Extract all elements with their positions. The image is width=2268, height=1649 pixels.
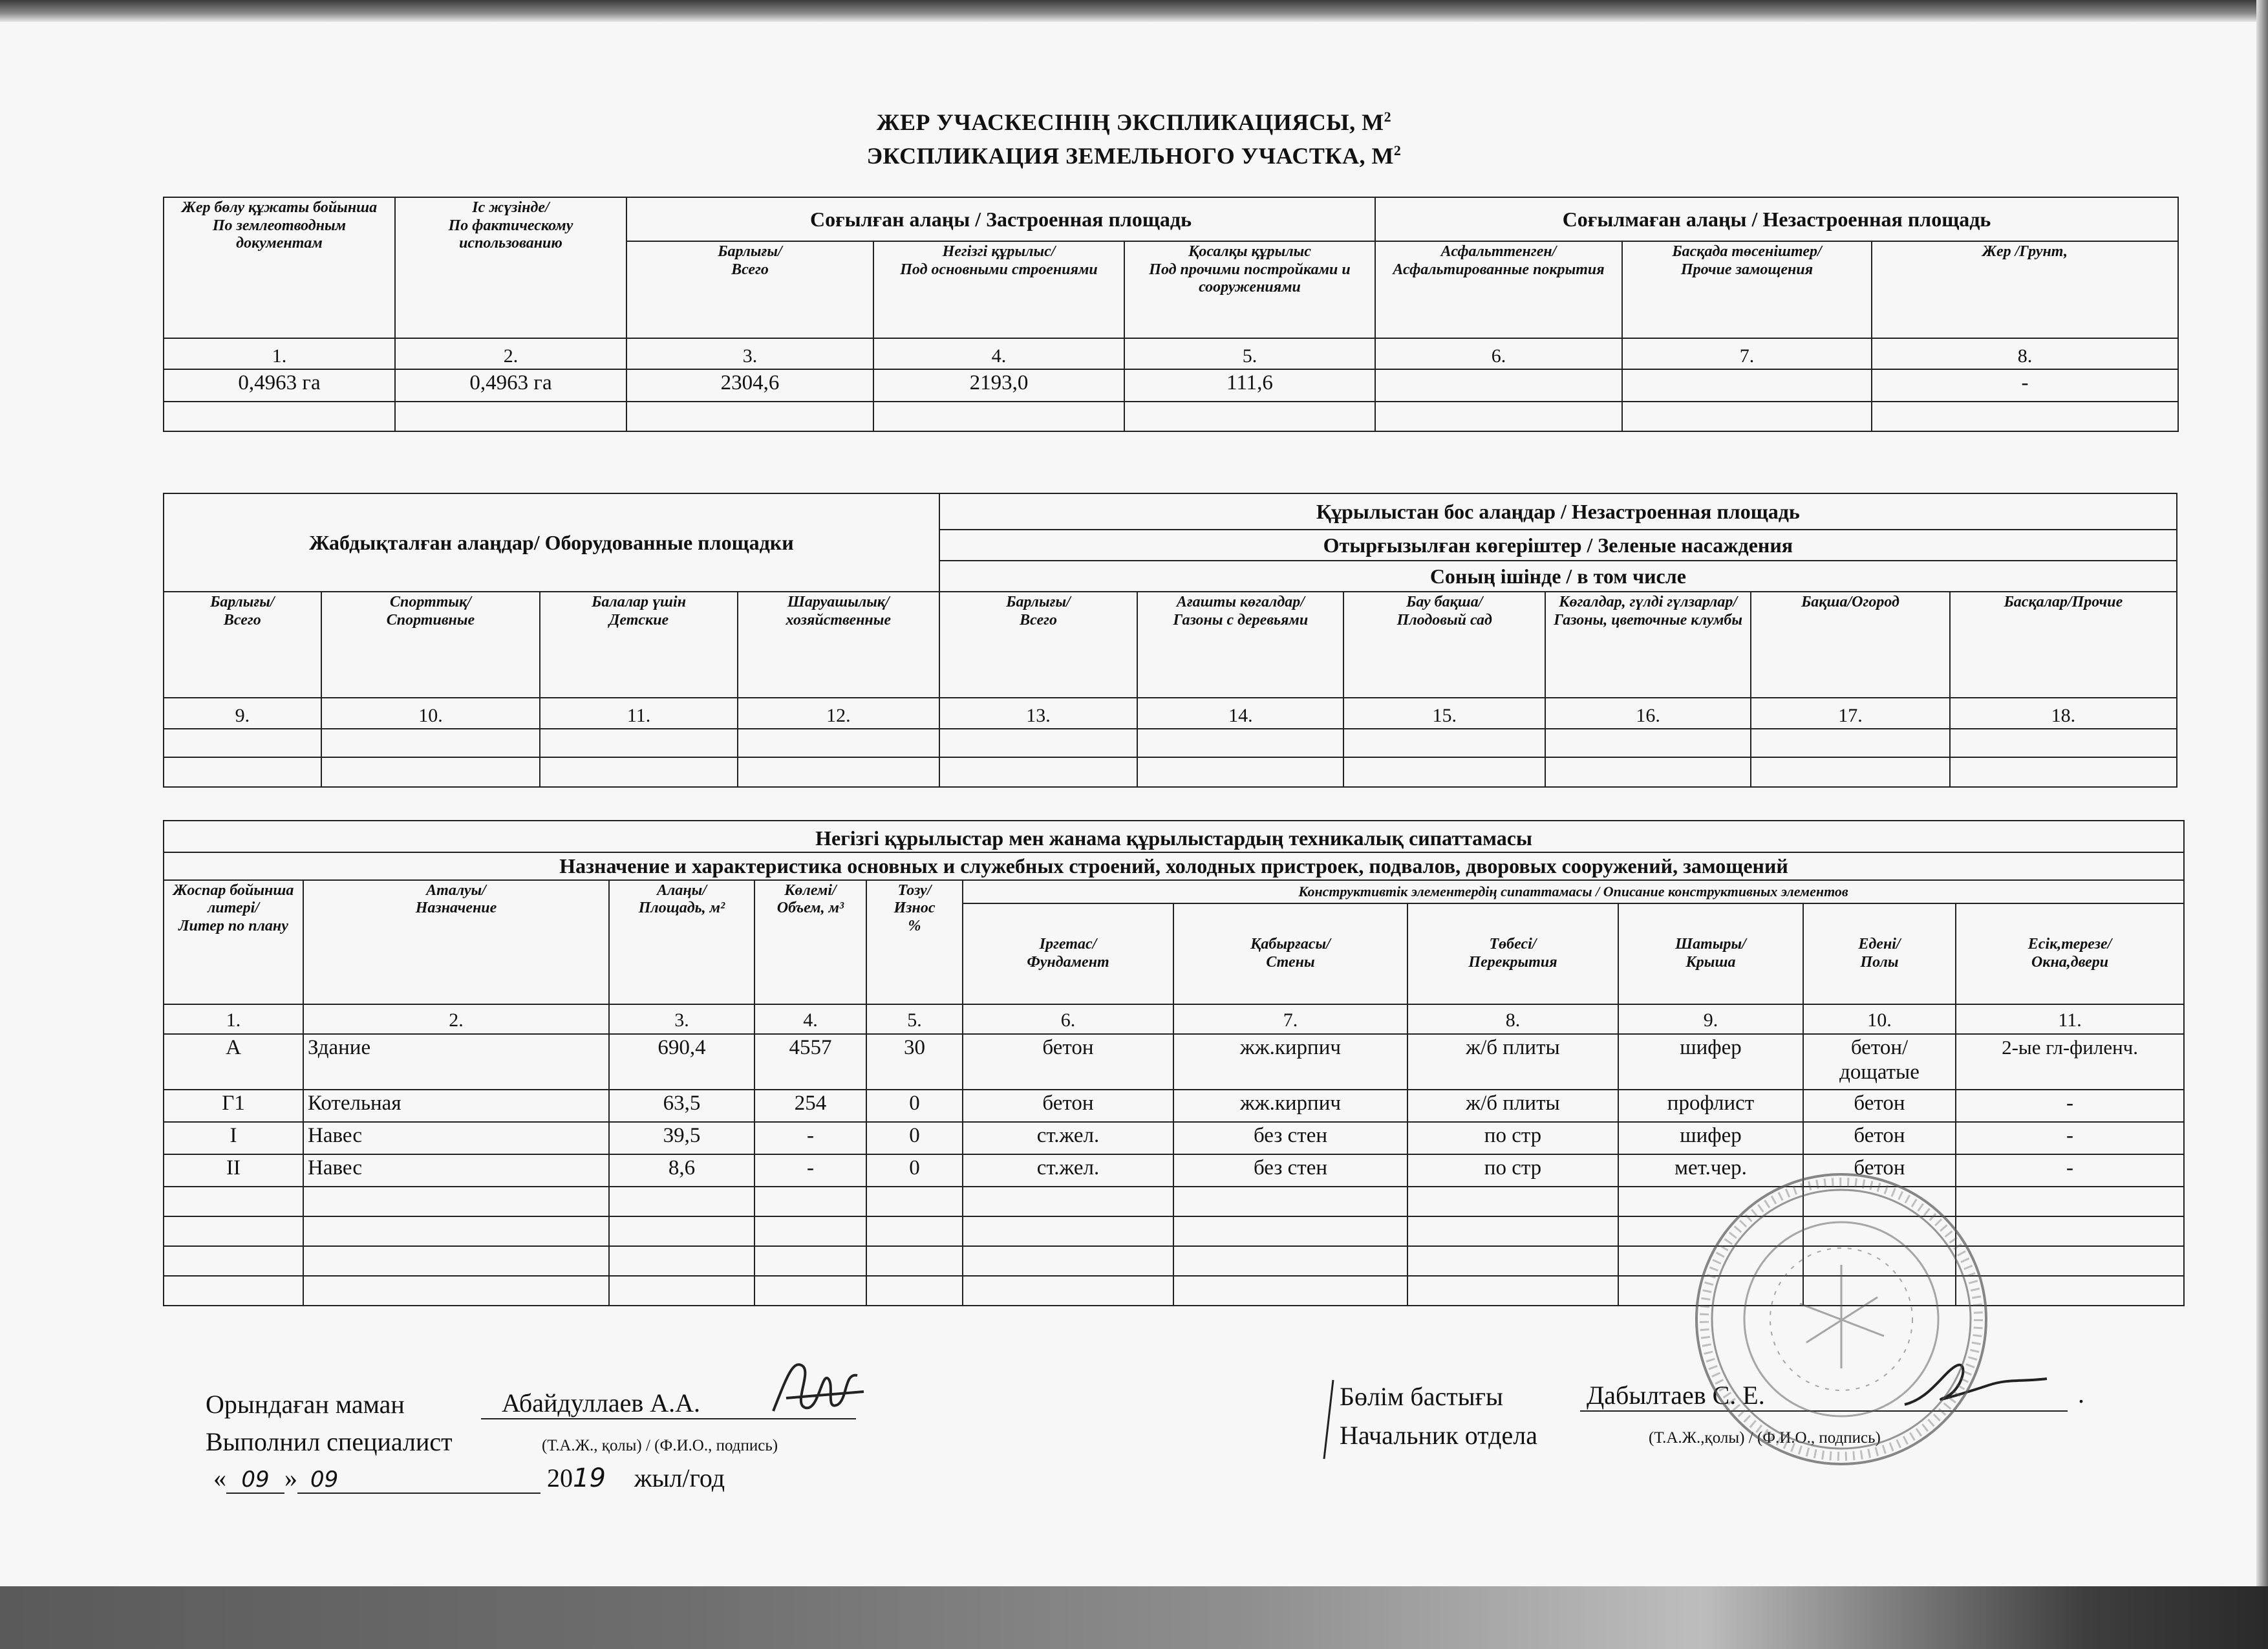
head-name-text: Дабылтаев С. Е. xyxy=(1587,1381,1765,1410)
cell-wear: 0 xyxy=(866,1090,963,1122)
empty-cell xyxy=(1343,729,1545,757)
empty-cell xyxy=(1173,1187,1407,1216)
scan-edge-top xyxy=(0,0,2268,22)
cell-ground: - xyxy=(1872,369,2178,402)
title-ru: ЭКСПЛИКАЦИЯ ЗЕМЕЛЬНОГО УЧАСТКА, $М^2$ xyxy=(866,142,1402,169)
empty-cell xyxy=(754,1216,866,1246)
empty-cell xyxy=(1545,729,1751,757)
empty-cell xyxy=(1407,1216,1618,1246)
cell-doors-windows: - xyxy=(1956,1154,2184,1187)
empty-cell xyxy=(609,1246,754,1276)
header-roof: Шатыры/ Крыша xyxy=(1618,903,1803,1004)
cell-roof: шифер xyxy=(1618,1122,1803,1154)
table-equipped-green xyxy=(163,493,2177,788)
cell-area: 39,5 xyxy=(609,1122,754,1154)
empty-cell xyxy=(1137,757,1343,787)
empty-cell xyxy=(866,1187,963,1216)
header-sports: Спорттық/ Спортивные xyxy=(321,592,540,698)
cell-floor: бетон xyxy=(1803,1154,1956,1187)
footer-divider xyxy=(1319,1377,1338,1461)
empty-cell xyxy=(754,1246,866,1276)
column-number: 1. xyxy=(164,1004,303,1034)
empty-cell xyxy=(303,1187,609,1216)
header-foundation: Іргетас/ Фундамент xyxy=(963,903,1173,1004)
column-number: 4. xyxy=(873,338,1124,369)
header-total: Барлығы/ Всего xyxy=(626,241,873,338)
performer-caption: (Т.А.Ж., қолы) / (Ф.И.О., подпись) xyxy=(542,1437,778,1454)
empty-cell xyxy=(1137,729,1343,757)
empty-cell xyxy=(321,729,540,757)
column-number: 2. xyxy=(303,1004,609,1034)
empty-cell xyxy=(1950,729,2177,757)
header-floor: Едені/ Полы xyxy=(1803,903,1956,1004)
cell-wear: 0 xyxy=(866,1122,963,1154)
empty-cell xyxy=(609,1187,754,1216)
table-land-area xyxy=(163,197,2179,432)
header-land-docs: Жер бөлу құжаты бойынша По землеотводным документам xyxy=(164,197,395,338)
empty-cell xyxy=(754,1276,866,1306)
empty-cell xyxy=(963,1187,1173,1216)
header-household: Шаруашылық/ хозяйственные xyxy=(738,592,939,698)
scan-edge-bottom xyxy=(0,1586,2268,1649)
empty-cell xyxy=(939,729,1138,757)
empty-cell xyxy=(1343,757,1545,787)
column-number: 12. xyxy=(738,698,939,729)
cell-volume: - xyxy=(754,1154,866,1187)
empty-cell xyxy=(963,1216,1173,1246)
head-label-kz: Бөлім бастығы xyxy=(1340,1382,1503,1411)
column-number: 4. xyxy=(754,1004,866,1034)
head-label-ru: Начальник отдела xyxy=(1340,1421,1537,1450)
empty-cell xyxy=(1622,402,1872,431)
empty-cell xyxy=(866,1276,963,1306)
cell-purpose: Навес xyxy=(303,1154,609,1187)
cell-purpose: Здание xyxy=(303,1034,609,1090)
specs-title-ru: Назначение и характеристика основных и служебных строений, холодных пристроек, подвалов, дворовых сооружений, замощений xyxy=(164,852,2184,880)
empty-cell xyxy=(164,757,321,787)
empty-cell xyxy=(873,402,1124,431)
column-number: 15. xyxy=(1343,698,1545,729)
date-year-suffix: 19 xyxy=(573,1463,606,1493)
empty-cell xyxy=(866,1246,963,1276)
column-number: 7. xyxy=(1173,1004,1407,1034)
date-mid-quote: » xyxy=(284,1463,297,1493)
header-other-buildings: Қосалқы құрылыс Под прочими постройками и сооружениями xyxy=(1124,241,1375,338)
cell-walls: без стен xyxy=(1173,1154,1407,1187)
head-name-dot: . xyxy=(2078,1379,2084,1408)
column-number: 9. xyxy=(1618,1004,1803,1034)
cell-main-buildings: 2193,0 xyxy=(873,369,1124,402)
cell-floors-ceiling: ж/б плиты xyxy=(1407,1034,1618,1090)
column-number: 6. xyxy=(963,1004,1173,1034)
column-number: 13. xyxy=(939,698,1138,729)
cell-foundation: ст.жел. xyxy=(963,1122,1173,1154)
cell-walls: без стен xyxy=(1173,1122,1407,1154)
date-year-prefix: 20 xyxy=(547,1463,573,1493)
header-built-area: Соғылған алаңы / Застроенная площадь xyxy=(626,197,1375,241)
date-line xyxy=(213,1463,725,1494)
header-green-plantings: Отырғызылған көгеріштер / Зеленые насаждения xyxy=(939,530,2177,561)
empty-cell xyxy=(1751,729,1950,757)
cell-walls: жж.кирпич xyxy=(1173,1034,1407,1090)
empty-cell xyxy=(626,402,873,431)
empty-cell xyxy=(963,1276,1173,1306)
empty-cell xyxy=(963,1246,1173,1276)
cell-land-docs: 0,4963 га xyxy=(164,369,395,402)
cell-floors-ceiling: по стр xyxy=(1407,1122,1618,1154)
specs-title-kz: Негізгі құрылыстар мен жанама құрылыстардың техникалық сипаттамасы xyxy=(164,821,2184,852)
cell-floors-ceiling: по стр xyxy=(1407,1154,1618,1187)
header-including: Соның ішінде / в том числе xyxy=(939,561,2177,592)
cell-doors-windows: 2-ые гл-филенч. xyxy=(1956,1034,2184,1090)
empty-cell xyxy=(540,729,738,757)
header-floors-ceiling: Төбесі/ Перекрытия xyxy=(1407,903,1618,1004)
column-number: 18. xyxy=(1950,698,2177,729)
empty-cell xyxy=(738,729,939,757)
cell-area: 8,6 xyxy=(609,1154,754,1187)
cell-volume: 254 xyxy=(754,1090,866,1122)
empty-cell xyxy=(1375,402,1622,431)
header-purpose: Аталуы/ Назначение xyxy=(303,880,609,1004)
cell-foundation: бетон xyxy=(963,1034,1173,1090)
column-number: 8. xyxy=(1872,338,2178,369)
empty-cell xyxy=(738,757,939,787)
column-number: 10. xyxy=(1803,1004,1956,1034)
cell-volume: 4557 xyxy=(754,1034,866,1090)
cell-doors-windows: - xyxy=(1956,1122,2184,1154)
header-liter: Жоспар бойынша литері/ Литер по плану xyxy=(164,880,303,1004)
cell-floor: бетон xyxy=(1803,1090,1956,1122)
cell-liter: I xyxy=(164,1122,303,1154)
column-number: 5. xyxy=(1124,338,1375,369)
date-day: 09 xyxy=(226,1467,284,1494)
empty-cell xyxy=(609,1216,754,1246)
header-walls: Қабырғасы/ Стены xyxy=(1173,903,1407,1004)
empty-cell xyxy=(1407,1246,1618,1276)
cell-volume: - xyxy=(754,1122,866,1154)
header-wear: Тозу/ Износ % xyxy=(866,880,963,1004)
header-constructive-elements: Конструктивтік элементердің сипаттамасы / Описание конструктивных элементов xyxy=(963,880,2184,903)
header-orchard: Бау бақша/ Плодовый сад xyxy=(1343,592,1545,698)
date-open-quote: « xyxy=(213,1463,226,1493)
performer-label-kz: Орындаған маман xyxy=(206,1390,405,1419)
empty-cell xyxy=(1173,1276,1407,1306)
column-number: 16. xyxy=(1545,698,1751,729)
empty-cell xyxy=(164,402,395,431)
cell-foundation: бетон xyxy=(963,1090,1173,1122)
column-number: 11. xyxy=(540,698,738,729)
date-month: 09 xyxy=(297,1467,540,1494)
header-unbuilt-area: Соғылмаған алаңы / Незастроенная площадь xyxy=(1375,197,2178,241)
column-number: 3. xyxy=(609,1004,754,1034)
cell-foundation: ст.жел. xyxy=(963,1154,1173,1187)
cell-roof: мет.чер. xyxy=(1618,1154,1803,1187)
column-number: 9. xyxy=(164,698,321,729)
performer-name-text: Абайдуллаев А.А. xyxy=(502,1388,701,1417)
header-vegetable-garden: Бақша/Огород xyxy=(1751,592,1950,698)
header-tree-lawns: Ағашты көгалдар/ Газоны с деревьями xyxy=(1137,592,1343,698)
cell-floor: бетон/ дощатые xyxy=(1803,1034,1956,1090)
empty-cell xyxy=(303,1276,609,1306)
cell-purpose: Навес xyxy=(303,1122,609,1154)
cell-walls: жж.кирпич xyxy=(1173,1090,1407,1122)
performer-signature xyxy=(767,1353,870,1430)
column-number: 5. xyxy=(866,1004,963,1034)
cell-asphalt xyxy=(1375,369,1622,402)
empty-cell xyxy=(1407,1187,1618,1216)
column-number: 11. xyxy=(1956,1004,2184,1034)
column-number: 1. xyxy=(164,338,395,369)
empty-cell xyxy=(303,1246,609,1276)
header-children: Балалар үшін Детские xyxy=(540,592,738,698)
empty-cell xyxy=(164,1246,303,1276)
empty-cell xyxy=(1173,1246,1407,1276)
cell-roof: профлист xyxy=(1618,1090,1803,1122)
column-number: 8. xyxy=(1407,1004,1618,1034)
header-other: Басқалар/Прочие xyxy=(1950,592,2177,698)
header-flower-beds: Көгалдар, гүлді гүлзарлар/Газоны, цветочные клумбы xyxy=(1545,592,1751,698)
empty-cell xyxy=(395,402,626,431)
column-number: 17. xyxy=(1751,698,1950,729)
cell-wear: 30 xyxy=(866,1034,963,1090)
title-kz: ЖЕР УЧАСКЕСІНІҢ ЭКСПЛИКАЦИЯСЫ, $М^2$ xyxy=(876,109,1392,135)
column-number: 2. xyxy=(395,338,626,369)
header-equipped-areas: Жабдықталған алаңдар/ Оборудованные площадки xyxy=(164,493,939,592)
cell-area: 690,4 xyxy=(609,1034,754,1090)
scan-edge-right xyxy=(2256,0,2268,1649)
head-caption: (Т.А.Ж.,қолы) / (Ф.И.О., подпись) xyxy=(1649,1429,1881,1447)
empty-cell xyxy=(540,757,738,787)
cell-area: 63,5 xyxy=(609,1090,754,1122)
empty-cell xyxy=(164,1216,303,1246)
header-green-total: Барлығы/ Всего xyxy=(939,592,1138,698)
empty-cell xyxy=(754,1187,866,1216)
empty-cell xyxy=(1173,1216,1407,1246)
cell-doors-windows: - xyxy=(1956,1090,2184,1122)
cell-floors-ceiling: ж/б плиты xyxy=(1407,1090,1618,1122)
empty-cell xyxy=(609,1276,754,1306)
header-doors-windows: Есік,терезе/ Окна,двери xyxy=(1956,903,2184,1004)
empty-cell xyxy=(164,1187,303,1216)
column-number: 10. xyxy=(321,698,540,729)
cell-actual-use: 0,4963 га xyxy=(395,369,626,402)
empty-cell xyxy=(1124,402,1375,431)
cell-wear: 0 xyxy=(866,1154,963,1187)
empty-cell xyxy=(303,1216,609,1246)
cell-liter: Г1 xyxy=(164,1090,303,1122)
cell-roof: шифер xyxy=(1618,1034,1803,1090)
empty-cell xyxy=(1872,402,2178,431)
empty-cell xyxy=(321,757,540,787)
cell-built-total: 2304,6 xyxy=(626,369,873,402)
header-actual-use: Іс жүзінде/ По фактическому использованию xyxy=(395,197,626,338)
column-number: 7. xyxy=(1622,338,1872,369)
header-free-areas: Құрылыстан бос алаңдар / Незастроенная площадь xyxy=(939,493,2177,530)
column-number: 3. xyxy=(626,338,873,369)
header-main-buildings: Негізгі құрылыс/ Под основными строениями xyxy=(873,241,1124,338)
empty-cell xyxy=(1950,757,2177,787)
empty-cell xyxy=(164,729,321,757)
empty-cell xyxy=(939,757,1138,787)
empty-cell xyxy=(1545,757,1751,787)
cell-other-buildings: 111,6 xyxy=(1124,369,1375,402)
header-area: Алаңы/ Площадь, м² xyxy=(609,880,754,1004)
performer-label-ru: Выполнил специалист xyxy=(206,1427,453,1456)
empty-cell xyxy=(1407,1276,1618,1306)
cell-liter: II xyxy=(164,1154,303,1187)
column-number: 6. xyxy=(1375,338,1622,369)
empty-cell xyxy=(866,1216,963,1246)
header-equipped-total: Барлығы/ Всего xyxy=(164,592,321,698)
cell-liter: А xyxy=(164,1034,303,1090)
cell-purpose: Котельная xyxy=(303,1090,609,1122)
empty-cell xyxy=(1751,757,1950,787)
cell-other-paving xyxy=(1622,369,1872,402)
header-other-paving: Басқада төсеніштер/ Прочие замощения xyxy=(1622,241,1872,338)
date-unit: жыл/год xyxy=(634,1463,725,1493)
company-stamp xyxy=(1690,1168,1993,1471)
cell-floor: бетон xyxy=(1803,1122,1956,1154)
column-number: 14. xyxy=(1137,698,1343,729)
empty-cell xyxy=(164,1276,303,1306)
header-volume: Көлемі/ Объем, м³ xyxy=(754,880,866,1004)
header-ground: Жер /Грунт, xyxy=(1872,241,2178,338)
header-asphalt: Асфальттенген/ Асфальтированные покрытия xyxy=(1375,241,1622,338)
